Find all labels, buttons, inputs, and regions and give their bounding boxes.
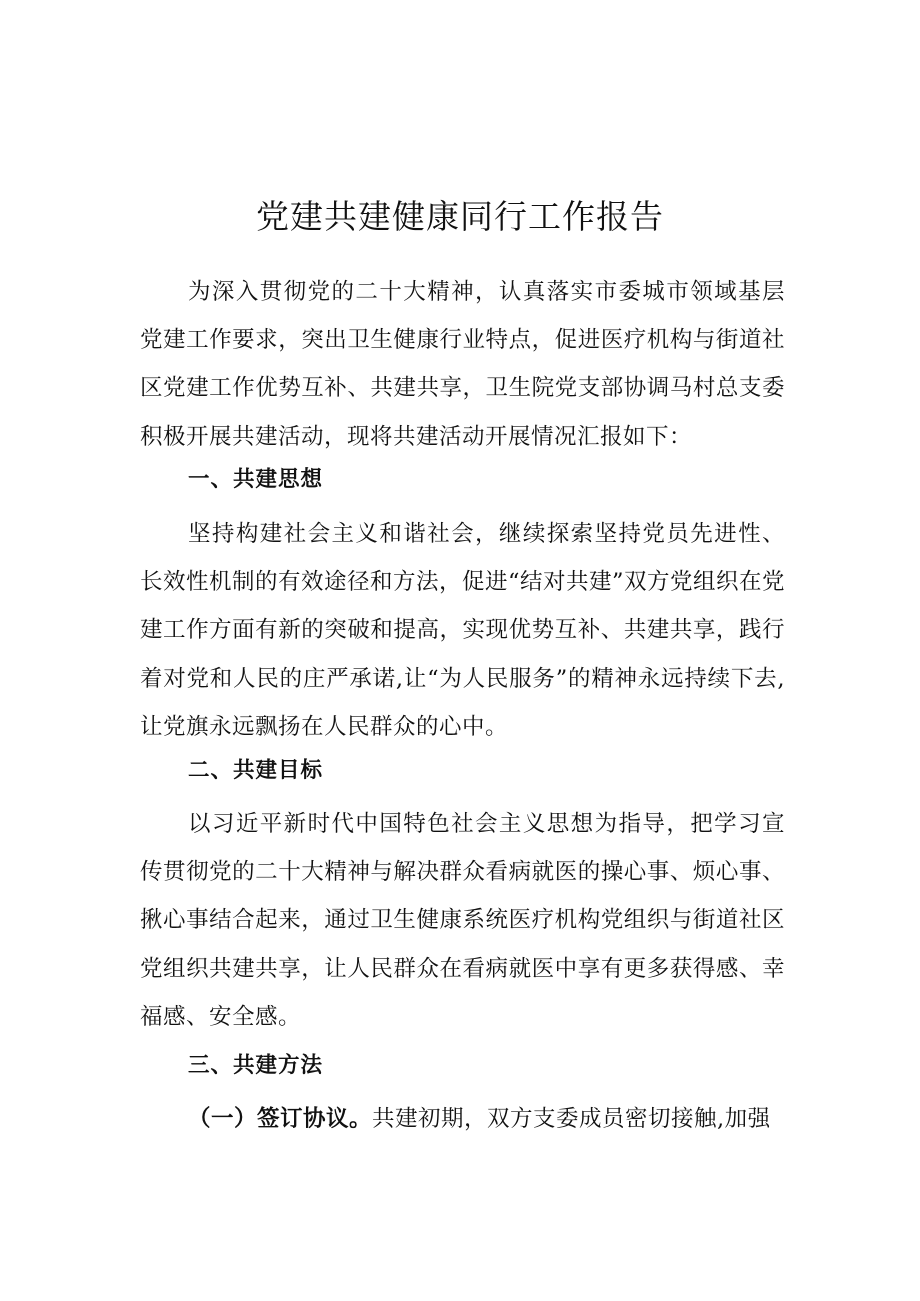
section-heading-goal: 二、共建目标 xyxy=(188,758,324,783)
intro-paragraph: 为深入贯彻党的二十大精神，认真落实市委城市领域基层党建工作要求，突出卫生健康行业特点，促进医疗机构与街道社区党建工作优势互补、共建共享，卫生院党支部协调马村总支委积极开展共建活动，现将共建活动开展情况汇报如下： xyxy=(140,279,785,450)
section-paragraph-thought: 坚持构建社会主义和谐社会，继续探索坚持党员先进性、长效性机制的有效途径和方法，促进“结对共建”双方党组织在党建工作方面有新的突破和提高，实现优势互补、共建共享，践行着对党和人民的庄严承诺,让“为人民服务”的精神永远持续下去,让党旗永远飘扬在人民群众的心中。 xyxy=(140,521,786,740)
section-paragraph-goal: 以习近平新时代中国特色社会主义思想为指导，把学习宣传贯彻党的二十大精神与解决群众看病就医的操心事、烦心事、揪心事结合起来，通过卫生健康系统医疗机构党组织与街道社区党组织共建共享，让人民群众在看病就医中享有更多获得感、幸福感、安全感。 xyxy=(140,811,785,1030)
subsection-heading-agreement: （一）签订协议。 xyxy=(188,1106,373,1132)
section-paragraph-method xyxy=(140,1095,785,1143)
subsection-text-agreement: 共建初期，双方支委成员密切接触,加强 xyxy=(372,1106,771,1132)
section-heading-method: 三、共建方法 xyxy=(188,1053,324,1078)
document-title: 党建共建健康同行工作报告 xyxy=(256,197,664,236)
section-heading-thought: 一、共建思想 xyxy=(188,467,324,492)
